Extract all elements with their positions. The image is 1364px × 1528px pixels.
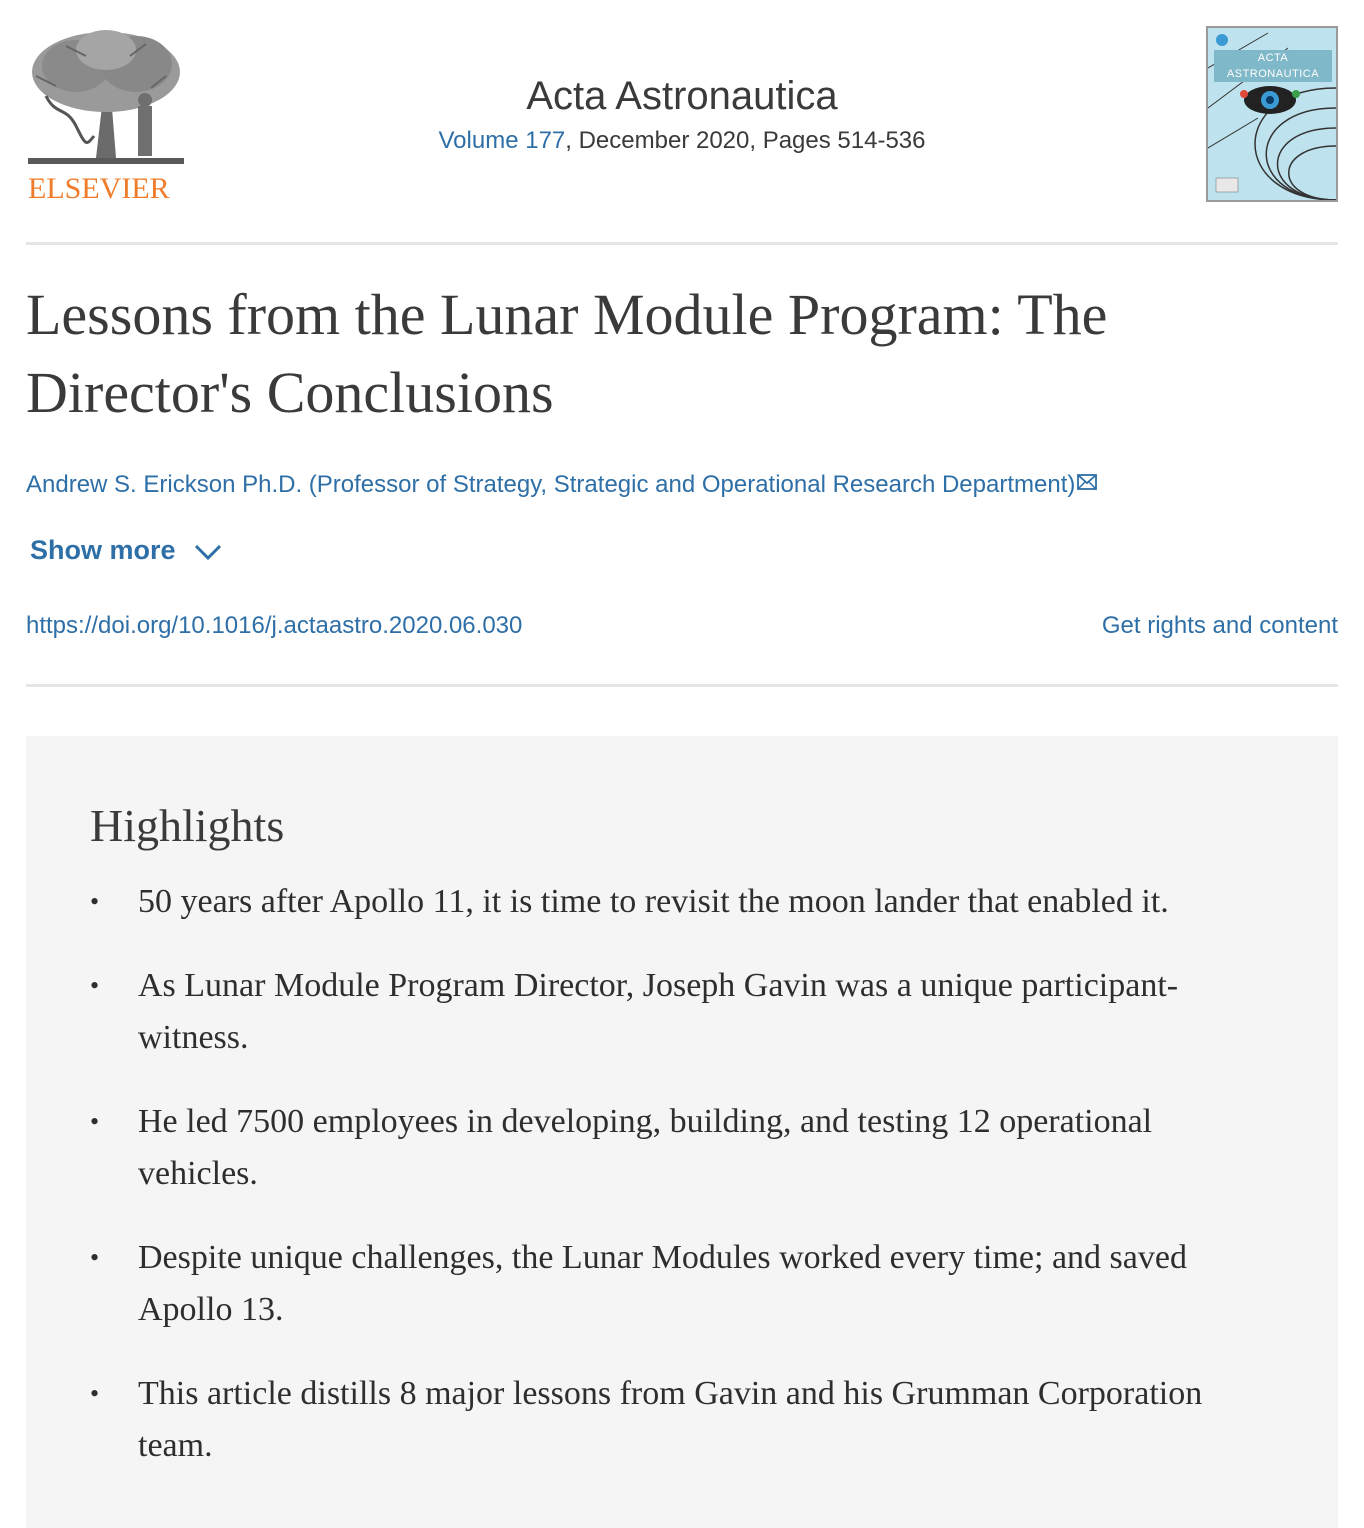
list-item xyxy=(90,1232,1280,1336)
list-item xyxy=(90,1368,1280,1472)
get-rights-link[interactable]: Get rights and content xyxy=(1101,612,1338,639)
journal-cover-image[interactable] xyxy=(1206,26,1338,202)
journal-header xyxy=(26,26,1338,206)
bullet: • xyxy=(90,1107,100,1136)
divider-bottom xyxy=(26,684,1338,687)
doi-link[interactable]: https://doi.org/10.1016/j.actaastro.2020.06.030 xyxy=(26,612,523,639)
journal-info xyxy=(26,70,1338,160)
list-item xyxy=(90,1096,1280,1200)
highlight-text: As Lunar Module Program Director, Joseph Gavin was a unique participant-witness. xyxy=(138,967,1179,1056)
bullet: • xyxy=(90,971,100,1000)
list-item xyxy=(90,876,1280,928)
list-item xyxy=(90,960,1280,1064)
bullet: • xyxy=(90,1243,100,1272)
cover-title: ACTA ASTRONAUTICA xyxy=(1214,50,1332,82)
journal-title[interactable]: Acta Astronautica xyxy=(526,74,838,118)
highlight-text: This article distills 8 major lessons from Gavin and his Grumman Corporation team. xyxy=(138,1375,1203,1464)
journal-meta xyxy=(26,122,1338,160)
journal-meta-rest: , December 2020, Pages 514-536 xyxy=(565,127,926,154)
bullet: • xyxy=(90,1379,100,1408)
volume-link[interactable]: Volume 177 xyxy=(438,127,566,154)
article-title: Lessons from the Lunar Module Program: The Director's Conclusions xyxy=(26,282,1108,425)
chevron-down-icon xyxy=(194,533,222,571)
divider-top xyxy=(26,242,1338,245)
highlight-text: He led 7500 employees in developing, building, and testing 12 operational vehicles. xyxy=(138,1103,1153,1192)
bullet: • xyxy=(90,887,100,916)
author-line xyxy=(26,466,1097,502)
show-more-label: Show more xyxy=(30,535,176,565)
elsevier-wordmark: ELSEVIER xyxy=(28,172,170,205)
envelope-icon[interactable] xyxy=(1077,466,1097,500)
highlights-title: Highlights xyxy=(90,800,285,851)
highlights-list xyxy=(90,876,1280,1504)
author-link[interactable]: Andrew S. Erickson Ph.D. (Professor of Strategy, Strategic and Operational Research Department) xyxy=(26,471,1076,498)
highlight-text: Despite unique challenges, the Lunar Modules worked every time; and saved Apollo 13. xyxy=(138,1239,1187,1328)
highlights-section xyxy=(26,736,1338,1528)
show-more-button[interactable] xyxy=(30,531,222,571)
highlight-text: 50 years after Apollo 11, it is time to revisit the moon lander that enabled it. xyxy=(138,883,1169,920)
